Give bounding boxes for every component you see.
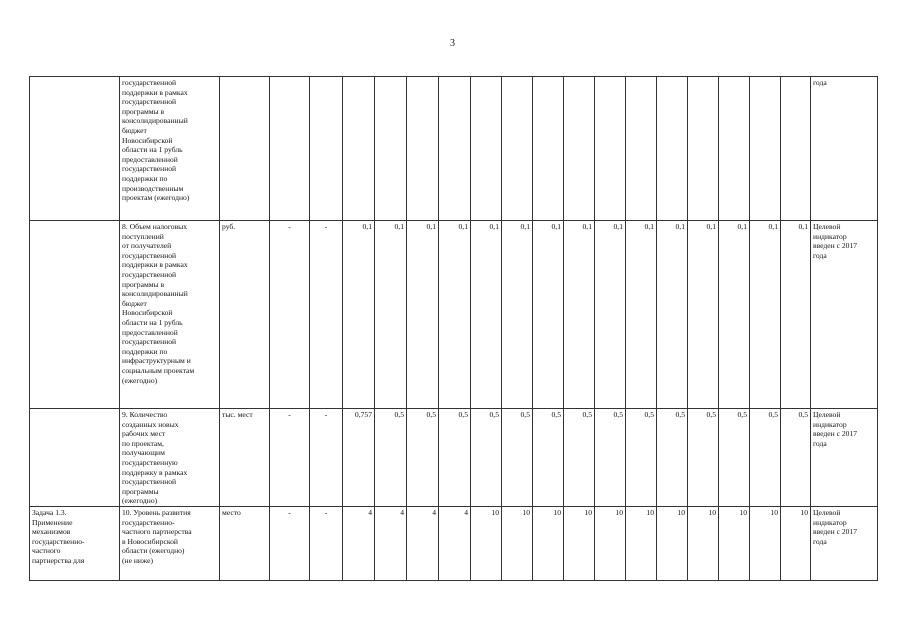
year-value-cell xyxy=(407,77,439,221)
base-value-cell: - xyxy=(310,506,343,580)
year-value-cell: 0,1 xyxy=(657,221,688,409)
table-row xyxy=(30,77,878,221)
year-value-cell xyxy=(343,77,375,221)
base-value-cell: - xyxy=(310,409,343,507)
note-cell: Целевой индикатор введен с 2017 года xyxy=(811,409,878,507)
year-value-cell xyxy=(533,77,564,221)
year-value-cell xyxy=(688,77,719,221)
indicator-cell: 8. Объем налоговых поступлений от получателей государственной поддержки в рамках государственной программы в консолидированный бюджет Новосибирской области на 1 рубль предоставленной государственной поддержки по инфраструктурным и социальным проектам (ежегодно) xyxy=(120,221,220,409)
year-value-cell: 0,1 xyxy=(688,221,719,409)
year-value-cell: 0,1 xyxy=(375,221,407,409)
indicator-cell: государственной поддержки в рамках государственной программы в консолидированный бюджет Новосибирской области на 1 рубль предоставленной государственной поддержки по производственным проектам (ежегодно) xyxy=(120,77,220,221)
year-value-cell xyxy=(471,77,502,221)
year-value-cell xyxy=(657,77,688,221)
year-value-cell: 0,1 xyxy=(407,221,439,409)
year-value-cell: 4 xyxy=(343,506,375,580)
year-value-cell: 0,1 xyxy=(781,221,811,409)
year-value-cell xyxy=(564,77,595,221)
unit-cell: тыс. мест xyxy=(220,409,270,507)
unit-cell: руб. xyxy=(220,221,270,409)
year-value-cell xyxy=(502,77,533,221)
year-value-cell xyxy=(781,77,811,221)
year-value-cell: 0,5 xyxy=(750,409,781,507)
year-value-cell xyxy=(375,77,407,221)
year-value-cell: 0,5 xyxy=(657,409,688,507)
year-value-cell: 0,1 xyxy=(595,221,626,409)
note-cell: Целевой индикатор введен с 2017 года xyxy=(811,221,878,409)
year-value-cell: 0,5 xyxy=(781,409,811,507)
year-value-cell: 0,757 xyxy=(343,409,375,507)
year-value-cell: 0,5 xyxy=(688,409,719,507)
year-value-cell xyxy=(719,77,750,221)
year-value-cell: 0,5 xyxy=(407,409,439,507)
year-value-cell: 10 xyxy=(719,506,750,580)
task-cell xyxy=(30,221,120,409)
indicator-cell: 10. Уровень развития государственно- частного партнерства в Новосибирской области (ежегодно) (не ниже) xyxy=(120,506,220,580)
year-value-cell: 0,5 xyxy=(564,409,595,507)
year-value-cell xyxy=(439,77,471,221)
year-value-cell: 0,5 xyxy=(375,409,407,507)
note-cell: Целевой индикатор введен с 2017 года xyxy=(811,506,878,580)
year-value-cell: 10 xyxy=(564,506,595,580)
year-value-cell: 0,1 xyxy=(471,221,502,409)
year-value-cell: 4 xyxy=(375,506,407,580)
year-value-cell: 0,5 xyxy=(719,409,750,507)
year-value-cell xyxy=(750,77,781,221)
year-value-cell: 0,5 xyxy=(502,409,533,507)
year-value-cell: 4 xyxy=(439,506,471,580)
indicators-table xyxy=(29,76,878,581)
note-cell: года xyxy=(811,77,878,221)
year-value-cell: 10 xyxy=(688,506,719,580)
year-value-cell: 10 xyxy=(533,506,564,580)
year-value-cell: 0,1 xyxy=(750,221,781,409)
year-value-cell: 0,5 xyxy=(439,409,471,507)
table-row xyxy=(30,409,878,507)
year-value-cell: 0,5 xyxy=(595,409,626,507)
table-row xyxy=(30,221,878,409)
task-cell: Задача 1.3. Применение механизмов государственно- частного партнерства для xyxy=(30,506,120,580)
task-cell xyxy=(30,409,120,507)
year-value-cell: 10 xyxy=(471,506,502,580)
base-value-cell: - xyxy=(310,221,343,409)
year-value-cell xyxy=(626,77,657,221)
year-value-cell: 0,1 xyxy=(564,221,595,409)
year-value-cell: 0,5 xyxy=(626,409,657,507)
year-value-cell: 0,1 xyxy=(626,221,657,409)
year-value-cell: 0,5 xyxy=(533,409,564,507)
unit-cell xyxy=(220,77,270,221)
year-value-cell: 10 xyxy=(595,506,626,580)
base-value-cell xyxy=(270,77,310,221)
year-value-cell: 0,5 xyxy=(471,409,502,507)
base-value-cell xyxy=(310,77,343,221)
base-value-cell: - xyxy=(270,221,310,409)
year-value-cell: 0,1 xyxy=(719,221,750,409)
year-value-cell xyxy=(595,77,626,221)
base-value-cell: - xyxy=(270,506,310,580)
year-value-cell: 0,1 xyxy=(502,221,533,409)
page-number: 3 xyxy=(450,38,455,49)
year-value-cell: 10 xyxy=(626,506,657,580)
task-cell xyxy=(30,77,120,221)
table-row xyxy=(30,506,878,580)
year-value-cell: 10 xyxy=(781,506,811,580)
year-value-cell: 0,1 xyxy=(343,221,375,409)
unit-cell: место xyxy=(220,506,270,580)
base-value-cell: - xyxy=(270,409,310,507)
year-value-cell: 10 xyxy=(750,506,781,580)
year-value-cell: 10 xyxy=(657,506,688,580)
year-value-cell: 0,1 xyxy=(533,221,564,409)
year-value-cell: 0,1 xyxy=(439,221,471,409)
year-value-cell: 4 xyxy=(407,506,439,580)
indicator-cell: 9. Количество созданных новых рабочих мест по проектам, получающим государственную поддержку в рамках государственной программы (ежегодно) xyxy=(120,409,220,507)
year-value-cell: 10 xyxy=(502,506,533,580)
